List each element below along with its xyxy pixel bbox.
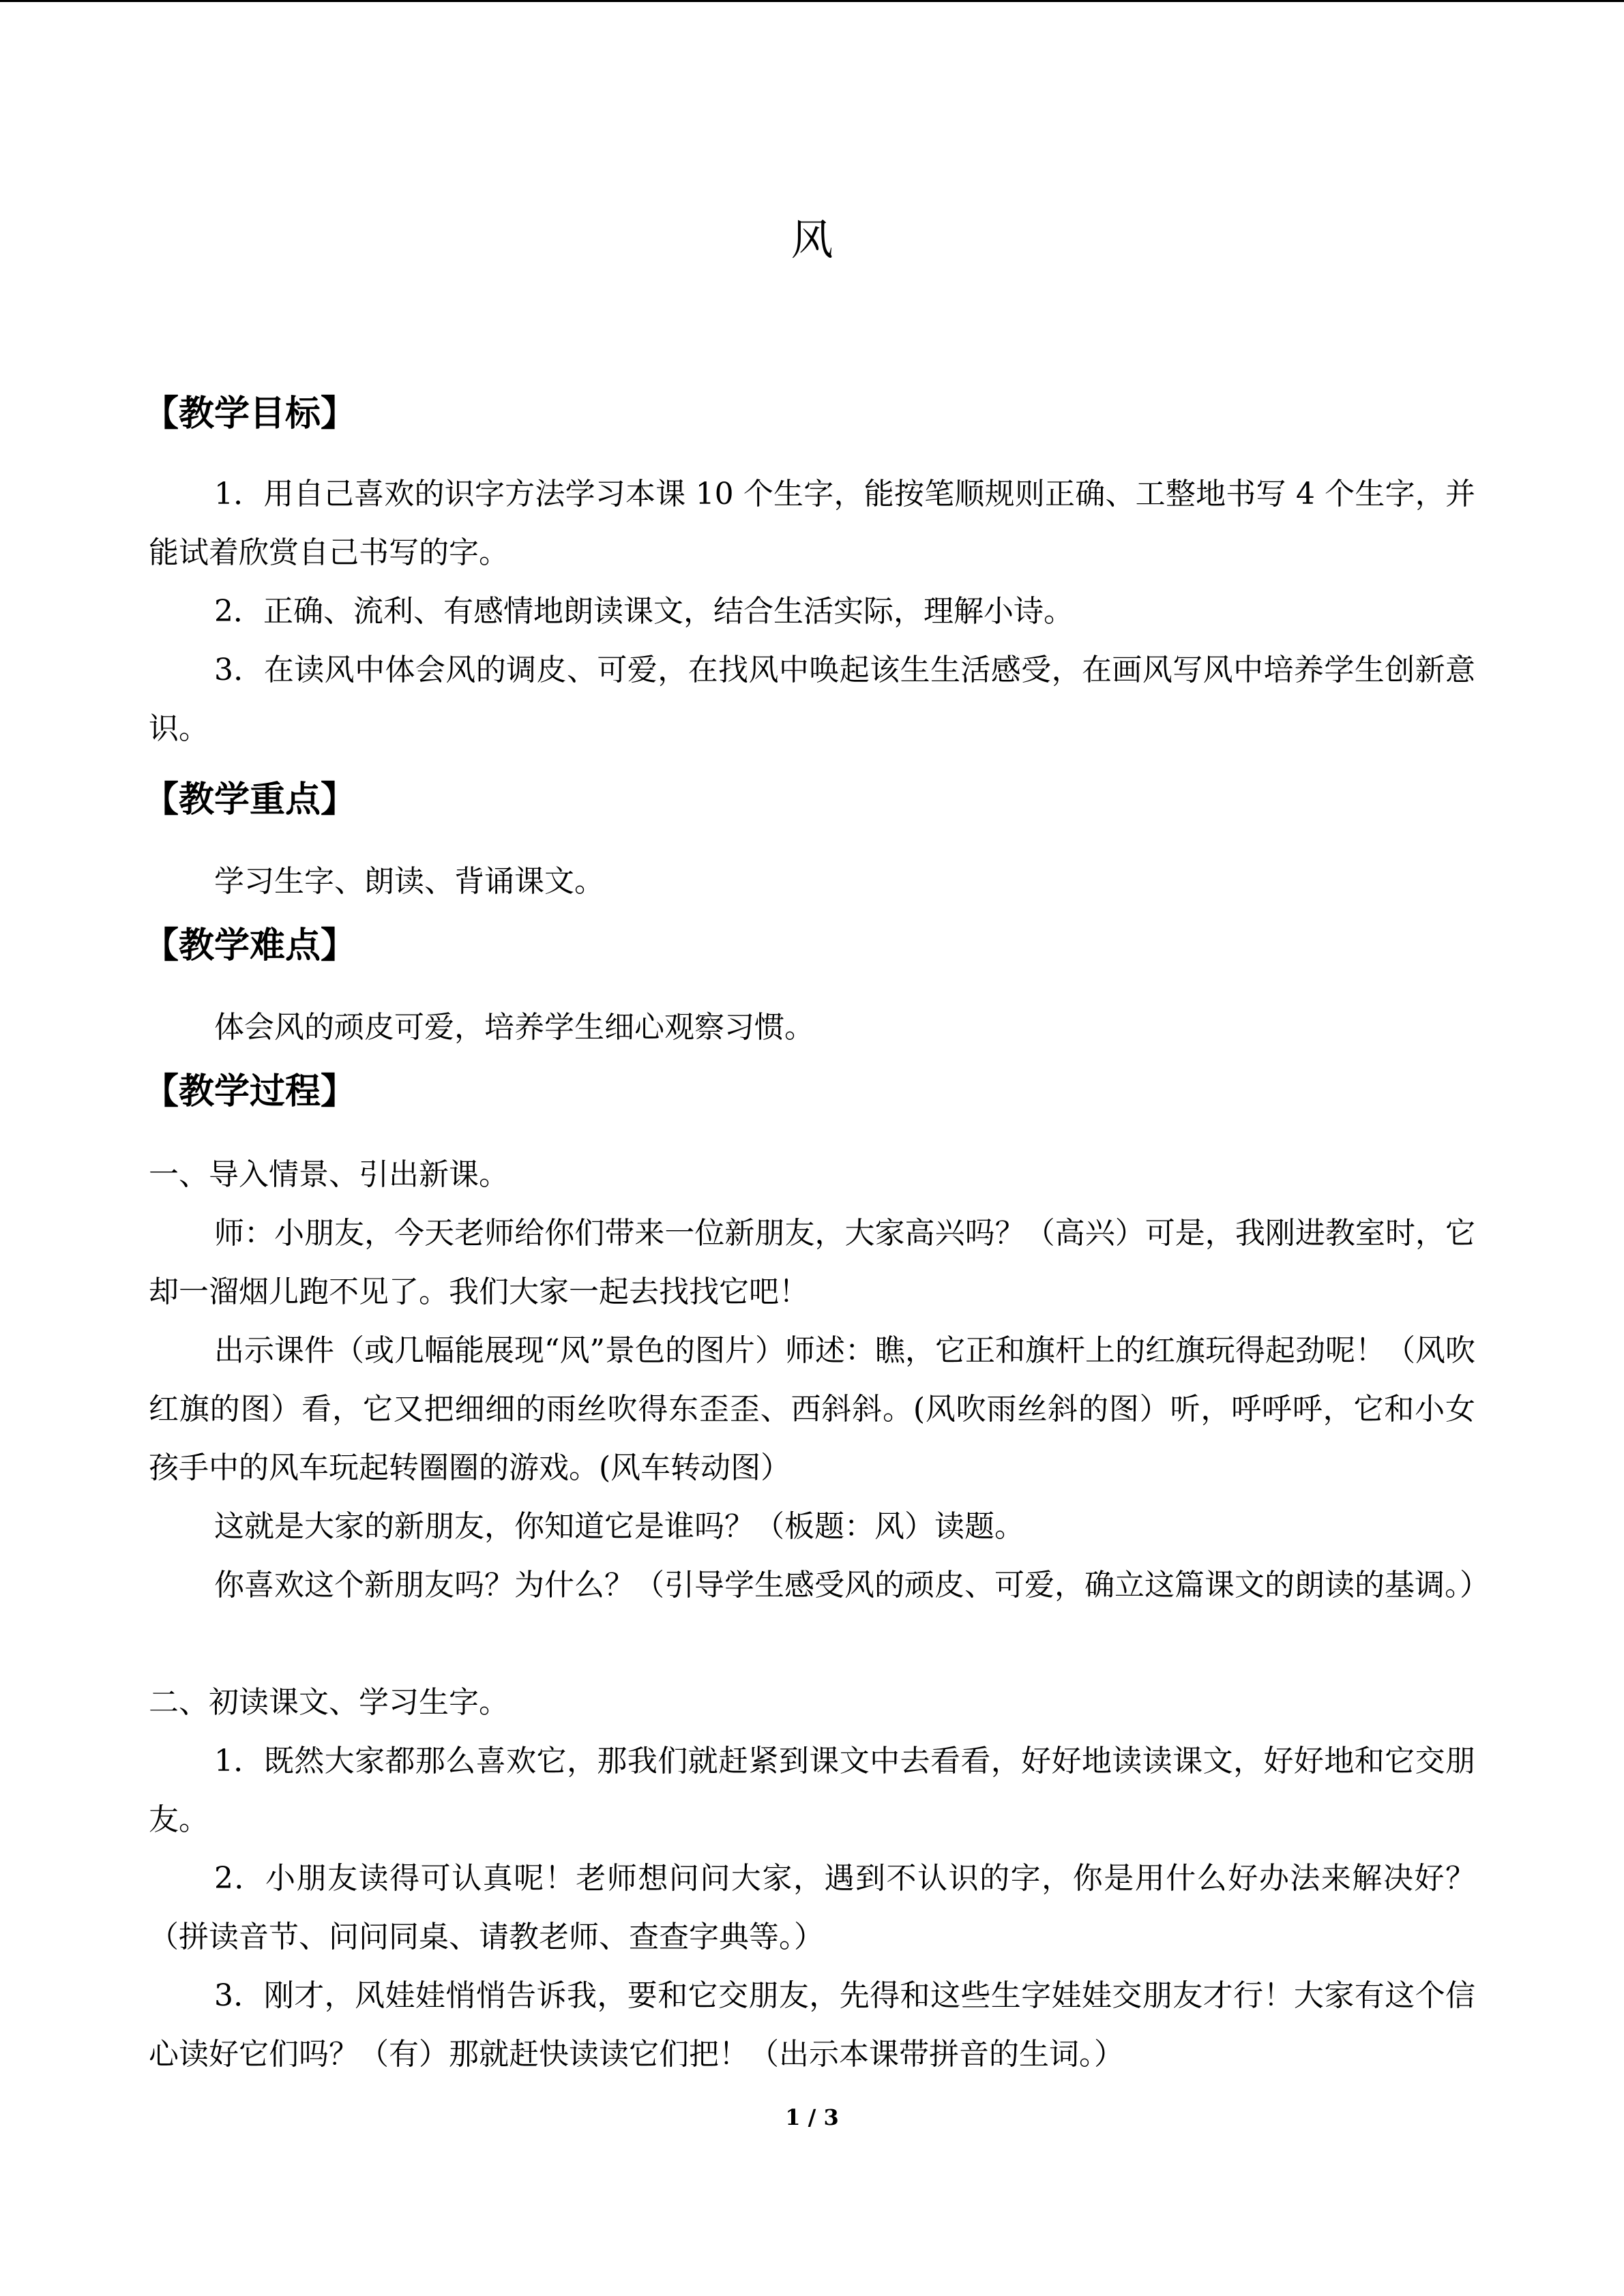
process-part1-para-2: 出示课件（或几幅能展现“风”景色的图片）师述：瞧，它正和旗杆上的红旗玩得起劲呢！（风吹红旗的图）看，它又把细细的雨丝吹得东歪歪、西斜斜。(风吹雨丝斜的图）听，呼呼呼，它和小女孩手中的风车玩起转圈圈的游戏。(风车转动图） <box>149 1333 1475 1485</box>
heading-process: 【教学过程】 <box>143 1071 357 1112</box>
key-points-text: 学习生字、朗读、背诵课文。 <box>214 864 604 899</box>
process-part2-para-1: 1．既然大家都那么喜欢它，那我们就赶紧到课文中去看看，好好地读读课文，好好地和它交朋友。 <box>149 1744 1475 1837</box>
process-part2-para-2: 2．小朋友读得可认真呢！老师想问问大家，遇到不认识的字，你是用什么好办法来解决好？（拼读音节、问问同桌、请教老师、查查字典等。） <box>149 1861 1475 1954</box>
process-part1-para-1: 师：小朋友，今天老师给你们带来一位新朋友，大家高兴吗？（高兴）可是，我刚进教室时，它却一溜烟儿跑不见了。我们大家一起去找找它吧！ <box>149 1216 1475 1309</box>
objective-item-2: 2．正确、流利、有感情地朗读课文，结合生活实际，理解小诗。 <box>214 594 1074 629</box>
heading-objectives: 【教学目标】 <box>143 393 357 434</box>
page-top-border <box>0 0 1624 2</box>
process-part2-title: 二、初读课文、学习生字。 <box>149 1685 509 1720</box>
difficulties-text: 体会风的顽皮可爱，培养学生细心观察习惯。 <box>214 1010 814 1045</box>
heading-key-points: 【教学重点】 <box>143 779 357 820</box>
process-part1-para-3: 这就是大家的新朋友，你知道它是谁吗？（板题：风）读题。 <box>214 1509 1024 1544</box>
process-part1-title: 一、导入情景、引出新课。 <box>149 1157 509 1192</box>
objective-item-3: 3．在读风中体会风的调皮、可爱，在找风中唤起该生生活感受，在画风写风中培养学生创新意识。 <box>149 653 1475 746</box>
objective-item-1: 1．用自己喜欢的识字方法学习本课 10 个生字，能按笔顺规则正确、工整地书写 4 个生字，并能试着欣赏自己书写的字。 <box>149 477 1475 570</box>
page-number: 1 / 3 <box>785 2104 839 2130</box>
process-part2-para-3: 3．刚才，风娃娃悄悄告诉我，要和它交朋友，先得和这些生字娃娃交朋友才行！大家有这个信心读好它们吗？（有）那就赶快读读它们把！（出示本课带拼音的生词。） <box>149 1978 1475 2072</box>
document-title: 风 <box>791 215 833 265</box>
heading-difficulties: 【教学难点】 <box>143 925 357 966</box>
process-part1-para-4: 你喜欢这个新朋友吗？为什么？（引导学生感受风的顽皮、可爱，确立这篇课文的朗读的基调。） <box>214 1568 1490 1602</box>
